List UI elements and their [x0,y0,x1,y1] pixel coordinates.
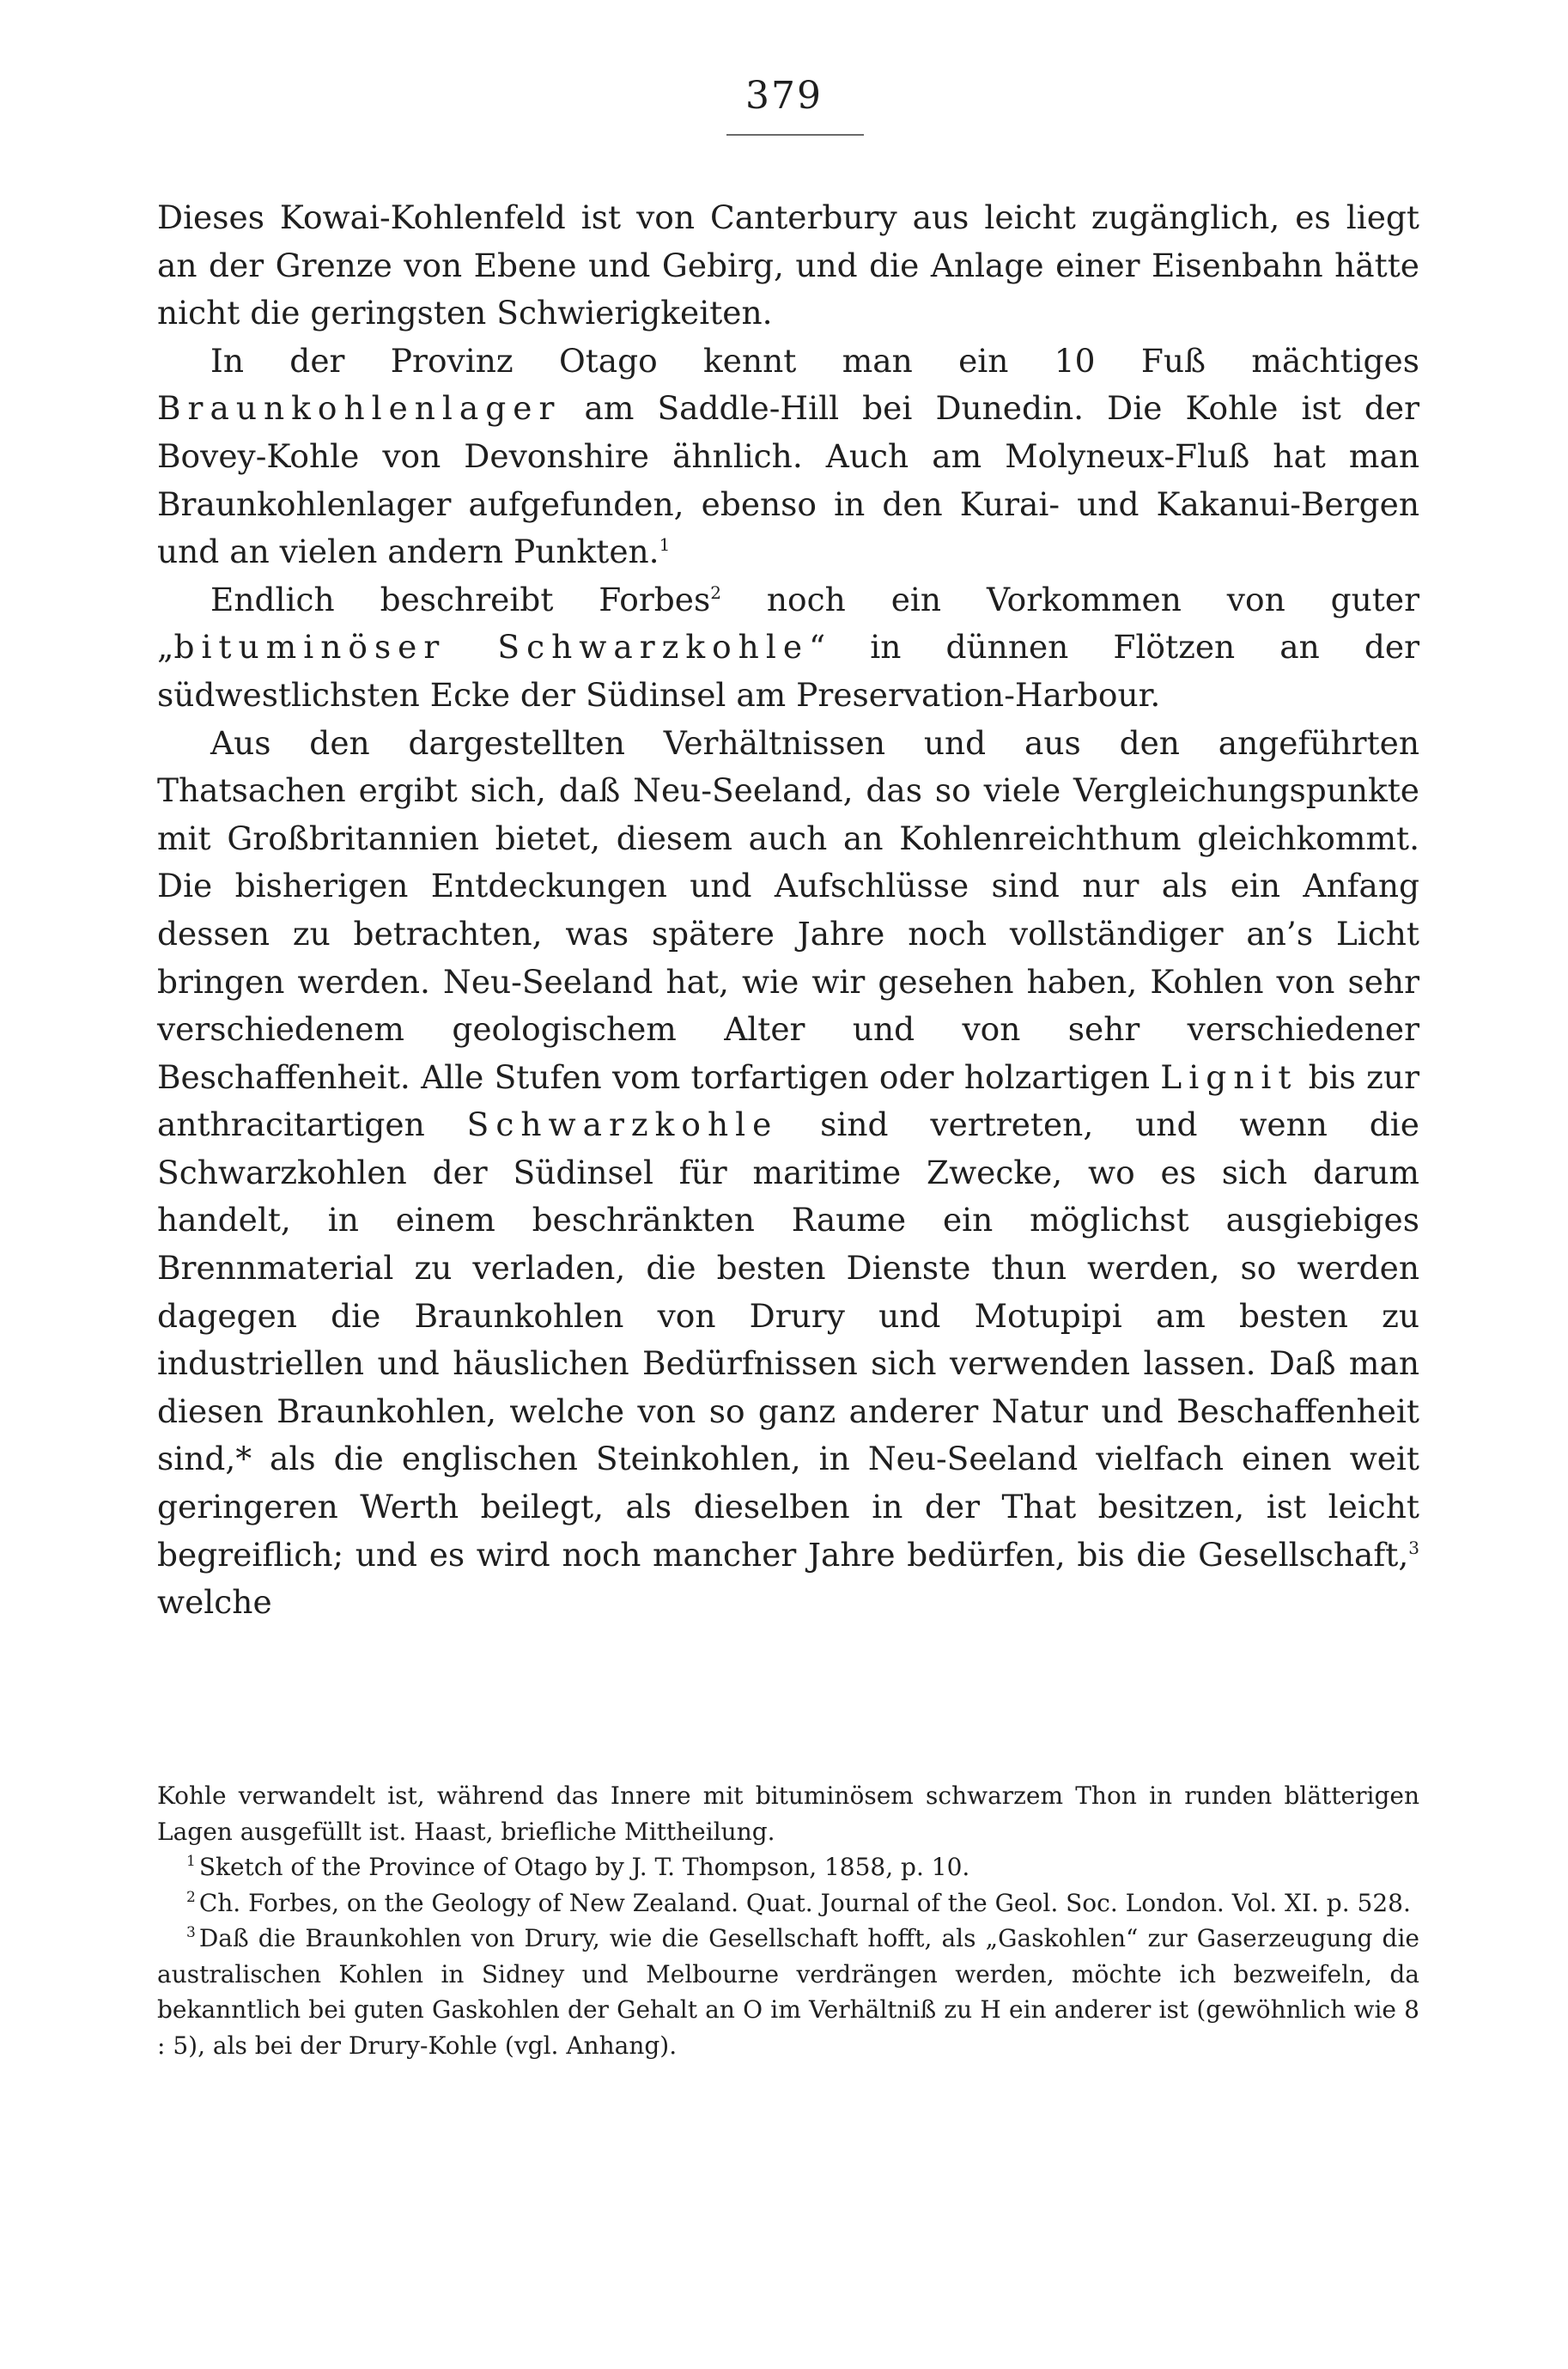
text-run: sind vertreten, und wenn die Schwarzkohlen der Südinsel für maritime Zwecke, wo es sich darum handelt, in einem beschränkten Raume ein möglichst ausgiebiges Brennmaterial zu verladen, die besten Dienste thun werden, so werden dagegen die Braunkohlen von Drury und Motupipi am besten zu industriellen und häuslichen Bedürfnissen sich verwenden lassen. Daß man diesen Braunkohlen, welche von so ganz anderer Natur und Beschaffenheit sind,* als die englischen Steinkohlen, in Neu-Seeland vielfach einen weit geringeren Werth beilegt, als dieselben in der That besitzen, ist leicht begreiflich; und es wird noch mancher Jahre bedürfen, bis die Gesellschaft, [157,1105,1419,1574]
text-run: Aus den dargestellten Verhältnissen und aus den angeführten Thatsachen ergibt sich, daß Neu-Seeland, das so viele Vergleichungspunkte mit Großbritannien bietet, diesem auch an Kohlenreichthum gleichkommt. Die bisherigen Entdeckungen und Aufschlüsse sind nur als ein Anfang dessen zu betrachten, was spätere Jahre noch vollständiger an’s Licht bringen werden. Neu-Seeland hat, wie wir gesehen haben, Kohlen von sehr verschiedenem geologischem Alter und von sehr verschiedener Beschaffenheit. Alle Stufen vom torfartigen oder holzartigen [157,723,1419,1096]
text-run: “ in dünnen Flötzen an der südwestlichsten Ecke der Südinsel am Preservation-Harbour. [157,628,1419,714]
paragraph [157,720,1419,1627]
footnote-reference: 2 [710,582,721,603]
emphasized-text: Braunkohlenlager [157,389,562,428]
emphasized-text: Lignit [1160,1057,1298,1096]
footnote-mark: 2 [186,1888,196,1906]
text-run: am Saddle-Hill bei Dunedin. Die Kohle ist der Bovey-Kohle von Devonshire ähnlich. Auch am Molyneux-Fluß hat man Braunkohlenlager aufgefunden, ebenso in den Kurai- und Kakanui-Bergen und an vielen andern Punkten. [157,389,1419,571]
text-run: bis zur anthracitartigen [157,1057,1419,1144]
footnotes [157,1778,1419,2063]
paragraph [157,338,1419,576]
paragraph [157,194,1419,338]
emphasized-text: bituminöser Schwarzkohle [173,628,810,667]
footnote [157,1885,1419,1921]
header-rule [726,134,864,136]
footnote [157,1778,1419,1849]
footnote-text: Daß die Braunkohlen von Drury, wie die Gesellschaft hofft, als „Gaskohlen“ zur Gaserzeugung die australischen Kohlen in Sidney und Melbourne verdrängen werden, möchte ich bezweifeln, da bekanntlich bei guten Gaskohlen der Gehalt an O im Verhältniß zu H ein anderer ist (gewöhnlich wie 8 : 5), als bei der Drury-Kohle (vgl. Anhang). [157,1924,1419,2060]
text-run: Endlich beschreibt Forbes [210,580,711,618]
footnote [157,1921,1419,2063]
footnote-text: Kohle verwandelt ist, während das Innere mit bituminösem schwarzem Thon in runden blätterigen Lagen ausgefüllt ist. Haast, briefliche Mittheilung. [157,1781,1419,1846]
body-text [157,194,1419,1627]
footnote-mark: 1 [186,1853,196,1870]
footnote-mark: 3 [186,1924,196,1941]
emphasized-text: Schwarzkohle [466,1105,779,1144]
footnote [157,1849,1419,1885]
text-run: Dieses Kowai-Kohlenfeld ist von Canterbury aus leicht zugänglich, es liegt an der Grenze von Ebene und Gebirg, und die Anlage einer Eisenbahn hätte nicht die geringsten Schwierigkeiten. [157,198,1419,332]
footnote-text: Ch. Forbes, on the Geology of New Zealand. Quat. Journal of the Geol. Soc. London. Vol. XI. p. 528. [198,1888,1411,1917]
text-run: In der Provinz Otago kennt man ein 10 Fuß mächtiges [210,341,1419,380]
text-run: noch ein Vorkommen von guter „ [157,580,1419,667]
page-number: 379 [745,74,823,118]
footnote-reference: 3 [1408,1537,1419,1558]
paragraph [157,576,1419,720]
footnote-text: Sketch of the Province of Otago by J. T. Thompson, 1858, p. 10. [198,1853,970,1881]
text-run: welche [157,1583,272,1622]
footnote-reference: 1 [659,534,671,556]
